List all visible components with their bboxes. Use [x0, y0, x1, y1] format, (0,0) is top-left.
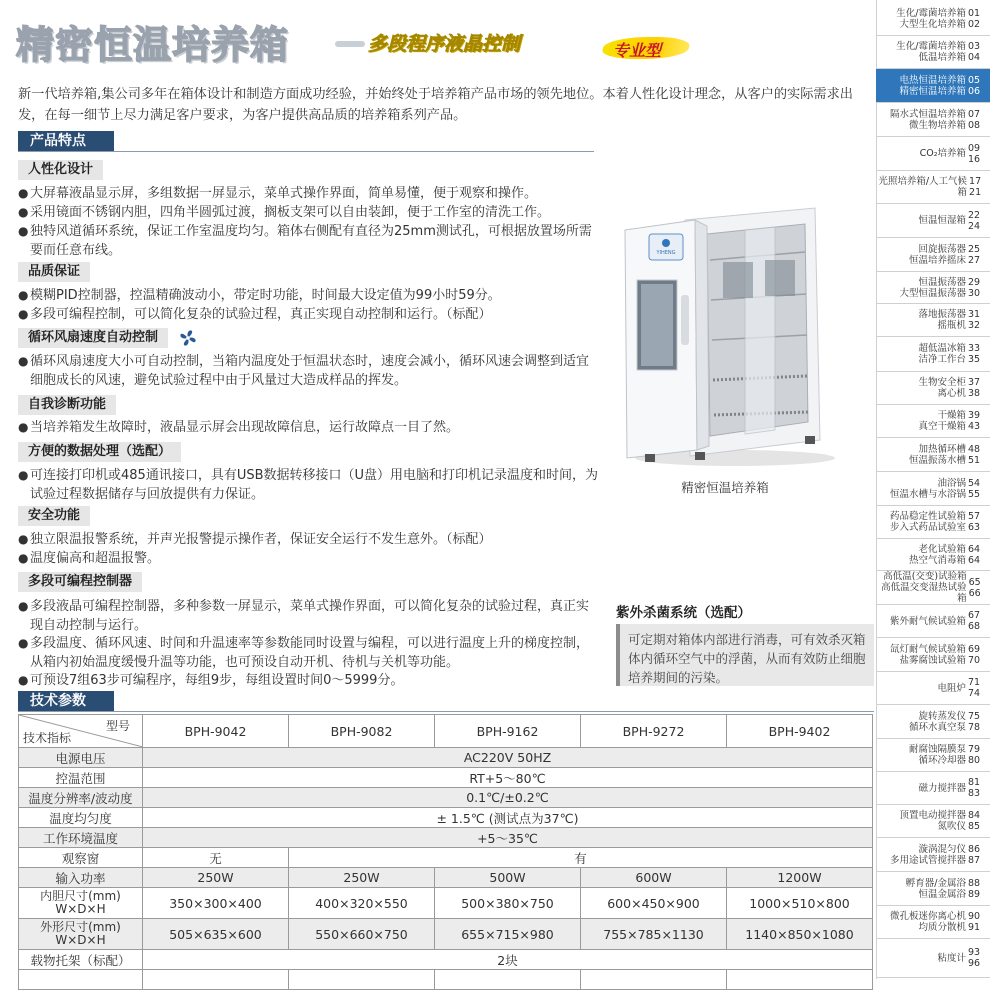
- nav-item-pages: 07 08: [968, 108, 981, 131]
- nav-item-label: 紫外耐气候试验箱: [889, 615, 966, 627]
- row-label: 温度分辨率/波动度: [19, 788, 143, 808]
- nav-item[interactable]: [876, 3, 990, 35]
- row-value: RT+5～80℃: [143, 768, 873, 788]
- nav-item-pages: 84 85: [968, 810, 981, 832]
- row-value: 1140×850×1080: [727, 919, 873, 950]
- nav-item-label: 恒温恒湿箱: [918, 215, 966, 226]
- row-value: 400×320×550: [289, 888, 435, 919]
- feature-bullet: ● 循环风扇速度大小可自动控制，当箱内温度处于恒温状态时，速度会减小，循环风速会调整到适宜细胞成长的风速，避免试验过程中由于风量过大造成样品的挥发。: [18, 354, 590, 388]
- row-value: 655×715×980: [435, 919, 581, 950]
- pro-badge: [603, 33, 691, 61]
- feature-group-title: 品质保证: [18, 262, 90, 282]
- section-specs-line: [18, 711, 874, 712]
- nav-item-label: 加热循环槽 恒温振荡水槽: [908, 443, 966, 466]
- nav-item-label: 回旋振荡器 恒温培养摇床: [908, 243, 966, 266]
- nav-item[interactable]: [876, 405, 990, 437]
- model-header: BPH-9272: [581, 715, 727, 748]
- row-label: 外形尺寸(mm) W×D×H: [19, 919, 143, 950]
- model-header: BPH-9042: [143, 715, 289, 748]
- feature-bullet: ● 多段温度、循环风速、时间和升温速率等参数能同时设置与编程，可以进行温度上升的梯度控制，从箱内初始温度缓慢升温等功能，也可预设自动开机、待机与关机等功能。: [18, 636, 590, 670]
- feature-bullet: ● 当培养箱发生故障时，液晶显示屏会出现故障信息，运行故障点一目了然。: [18, 420, 460, 435]
- feature-group-title: 人性化设计: [18, 160, 103, 180]
- feature-bullet: ● 可连接打印机或485通讯接口，具有USB数据转移接口（U盘）用电脑和打印机记录温度和时间，为试验过程数据储存与回放提供有力保证。: [18, 468, 599, 502]
- nav-item[interactable]: [876, 739, 990, 771]
- page-title: 精密恒温培养箱: [16, 23, 290, 67]
- nav-separator: [876, 977, 990, 978]
- row-value: 500W: [435, 868, 581, 888]
- photo-caption: 精密恒温培养箱: [681, 480, 769, 495]
- table-row: [19, 868, 873, 888]
- nav-item-label: 孵育器/金属浴 恒温金属浴: [905, 877, 966, 900]
- table-row: [19, 919, 873, 950]
- nav-item-label: 高低温(交变)试验箱 高低温交变湿热试验箱: [881, 571, 967, 604]
- feature-bullet: ● 多段可编程控制，可以简化复杂的试验过程，真正实现自动控制和运行。（标配）: [18, 307, 492, 322]
- uv-description: 可定期对箱体内部进行消毒，可有效杀灭箱体内循环空气中的浮菌，从而有效防止细胞培养期间的污染。: [616, 624, 874, 686]
- nav-item-label: 顶置电动搅拌器 氮吹仪: [899, 810, 966, 832]
- nav-item-label: 耐腐蚀隔膜泵 循环冷却器: [908, 744, 966, 766]
- row-value: 1000×510×800: [727, 888, 873, 919]
- feature-bullet: ● 大屏幕液晶显示屏，多组数据一屏显示，菜单式操作界面，简单易懂，便于观察和操作。: [18, 186, 538, 201]
- row-label: 控温范围: [19, 768, 143, 788]
- row-value: ± 1.5℃ (测试点为37℃): [143, 808, 873, 828]
- nav-item[interactable]: [876, 672, 990, 704]
- row-value: 0.1℃/±0.2℃: [143, 788, 873, 808]
- table-header-row: [19, 715, 873, 748]
- nav-item-label: 微孔板迷你离心机 均质分散机: [889, 911, 966, 933]
- feature-bullet: ● 独立限温报警系统，并声光报警提示操作者，保证安全运行不发生意外。（标配）: [18, 532, 492, 547]
- row-value: 550×660×750: [289, 919, 435, 950]
- row-value: 600×450×900: [581, 888, 727, 919]
- nav-item-pages: 65 66: [968, 576, 981, 599]
- row-label: 温度均匀度: [19, 808, 143, 828]
- feature-group-title: 多段可编程控制器: [18, 572, 142, 592]
- row-label: 输入功率: [19, 868, 143, 888]
- nav-item-pages: 79 80: [968, 744, 981, 766]
- row-value: 250W: [289, 868, 435, 888]
- spec-table: [18, 714, 873, 990]
- row-value: 无: [143, 848, 289, 868]
- table-row: [19, 768, 873, 788]
- nav-item[interactable]: [876, 137, 990, 170]
- table-row: [19, 970, 873, 990]
- nav-item-pages: 64 64: [968, 543, 981, 566]
- photo-brand: YIHENG: [656, 250, 676, 256]
- row-label: 观察窗: [19, 848, 143, 868]
- nav-item[interactable]: [876, 872, 990, 905]
- row-value: 350×300×400: [143, 888, 289, 919]
- table-row: [19, 828, 873, 848]
- feature-group-title: 循环风扇速度自动控制: [18, 328, 168, 348]
- section-features-title: 产品特点: [18, 131, 114, 151]
- nav-item[interactable]: [876, 304, 990, 336]
- row-value: AC220V 50HZ: [143, 748, 873, 768]
- nav-item-pages: 17 21: [969, 176, 982, 198]
- row-value: +5～35℃: [143, 828, 873, 848]
- nav-item-pages: 22 24: [968, 209, 981, 232]
- feature-bullet: ● 温度偏高和超温报警。: [18, 551, 161, 566]
- nav-item-label: 光照培养箱/人工气候箱: [878, 176, 968, 198]
- nav-item-label: 磁力搅拌器: [918, 782, 966, 794]
- table-row: [19, 808, 873, 828]
- table-corner-cell: [19, 715, 143, 748]
- nav-item[interactable]: [876, 69, 990, 102]
- nav-item-label: 药品稳定性试验箱 步入式药品试验室: [889, 511, 966, 533]
- nav-item-pages: 29 30: [968, 276, 981, 299]
- nav-item-label: 超低温冰箱 洁净工作台: [918, 343, 966, 365]
- nav-item-pages: 81 83: [968, 777, 981, 799]
- nav-item-pages: 48 51: [968, 443, 981, 466]
- nav-item[interactable]: [876, 238, 990, 271]
- fan-icon: [178, 328, 198, 348]
- section-specs-title: 技术参数: [18, 691, 114, 711]
- nav-item-pages: 54 55: [968, 477, 981, 500]
- nav-item[interactable]: [876, 838, 990, 871]
- table-row: [19, 888, 873, 919]
- nav-item[interactable]: [876, 772, 990, 804]
- feature-group-title: 方便的数据处理（选配）: [18, 442, 181, 462]
- nav-item[interactable]: [876, 638, 990, 671]
- row-label: 内胆尺寸(mm) W×D×H: [19, 888, 143, 919]
- row-value: 505×635×600: [143, 919, 289, 950]
- feature-bullet: ● 独特风道循环系统，保证工作室温度均匀。箱体右侧配有直径为25mm测试孔，可根据放置场所需要而任意布线。: [18, 224, 592, 258]
- nav-item[interactable]: [876, 103, 990, 136]
- row-value: 500×380×750: [435, 888, 581, 919]
- section-features-line: [18, 151, 594, 152]
- nav-item-label: 老化试验箱 热空气消毒箱: [908, 543, 966, 566]
- table-row: [19, 950, 873, 970]
- nav-item-pages: 33 35: [968, 343, 981, 365]
- feature-bullet: ● 模糊PID控制器，控温精确波动小，带定时功能，时间最大设定值为99小时59分。: [18, 288, 501, 303]
- nav-item-label: 油浴锅 恒温水槽与水浴锅: [889, 477, 966, 500]
- table-row: [19, 848, 873, 868]
- nav-item[interactable]: [876, 204, 990, 237]
- row-value: 600W: [581, 868, 727, 888]
- nav-item[interactable]: [876, 171, 990, 203]
- nav-item-label: 漩涡混匀仪 多用途试管搅拌器: [889, 843, 966, 866]
- intro-paragraph: 新一代培养箱,集公司多年在箱体设计和制造方面成功经验，并始终处于培养箱产品市场的领先地位。本着人性化设计理念，从客户的实际需求出发，在每一细节上尽力满足客户要求，为客户提供高品质的培养箱系列产品。: [18, 87, 853, 123]
- model-header: BPH-9082: [289, 715, 435, 748]
- feature-group-title: 安全功能: [18, 506, 90, 526]
- corner-top-label: 型号: [105, 719, 130, 733]
- row-label: 工作环境温度: [19, 828, 143, 848]
- row-value: 有: [289, 848, 873, 868]
- nav-item-label: 旋转蒸发仪 循环水真空泵: [908, 710, 966, 733]
- row-value: 1200W: [727, 868, 873, 888]
- corner-bottom-label: 技术指标: [23, 731, 72, 745]
- nav-item-pages: 90 91: [968, 911, 981, 933]
- incubator-photo: [615, 200, 855, 470]
- model-header: BPH-9162: [435, 715, 581, 748]
- row-label: 电源电压: [19, 748, 143, 768]
- nav-item[interactable]: [876, 705, 990, 738]
- nav-item-pages: 25 27: [968, 243, 981, 266]
- nav-item-pages: 88 89: [968, 877, 981, 900]
- nav-item[interactable]: [876, 472, 990, 505]
- nav-item[interactable]: [876, 906, 990, 938]
- nav-item-pages: 93 96: [968, 947, 981, 969]
- nav-item[interactable]: [876, 571, 990, 604]
- nav-item-pages: 86 87: [968, 843, 981, 866]
- nav-item-pages: 69 70: [968, 643, 981, 666]
- nav-item-label: 干燥箱 真空干燥箱: [918, 410, 966, 432]
- feature-bullet: ● 多段液晶可编程控制器，多种参数一屏显示，菜单式操作界面，可以简化复杂的试验过程，真正实现自动控制与运行。: [18, 599, 590, 633]
- nav-item[interactable]: [876, 36, 990, 68]
- nav-item-pages: 01 02: [968, 8, 981, 30]
- nav-item-label: 生化/霉菌培养箱 低温培养箱: [896, 41, 966, 63]
- row-value: 755×785×1130: [581, 919, 727, 950]
- table-row: [19, 748, 873, 768]
- row-value: 2块: [143, 950, 873, 970]
- nav-item-pages: 57 63: [968, 511, 981, 533]
- pro-badge-label: 专业型: [613, 41, 662, 60]
- nav-item-label: 生物安全柜 离心机: [918, 377, 966, 399]
- row-label: 载物托架（标配）: [19, 950, 143, 970]
- nav-item[interactable]: [876, 605, 990, 637]
- nav-item-pages: 05 06: [968, 74, 981, 97]
- category-nav: [876, 0, 990, 979]
- feature-bullet: ● 可预设7组63步可编程序，每组9步，每组设置时间0～5999分。: [18, 673, 404, 688]
- nav-item-label: 粘度计: [937, 952, 966, 964]
- nav-item-label: CO₂培养箱: [919, 148, 966, 159]
- nav-item-pages: 67 68: [968, 610, 981, 632]
- table-row: [19, 788, 873, 808]
- page-subtitle: 多段程序液晶控制: [368, 33, 521, 55]
- nav-item[interactable]: [876, 539, 990, 570]
- uv-title: 紫外杀菌系统（选配）: [616, 605, 751, 621]
- feature-bullet: ● 采用镜面不锈钢内胆，四角半圆弧过渡，搁板支架可以自由装卸，便于工作室的清洗工作。: [18, 205, 551, 220]
- title-dash: [335, 41, 365, 47]
- nav-item-label: 落地振荡器 摇瓶机: [918, 309, 966, 331]
- nav-item[interactable]: [876, 372, 990, 404]
- nav-item-label: 电阻炉: [937, 682, 966, 694]
- nav-item-label: 电热恒温培养箱 精密恒温培养箱: [899, 74, 966, 97]
- nav-item-label: 恒温振荡器 大型恒温振荡器: [899, 276, 966, 299]
- nav-item[interactable]: [876, 506, 990, 538]
- nav-item[interactable]: [876, 337, 990, 371]
- row-value: 250W: [143, 868, 289, 888]
- nav-item[interactable]: [876, 805, 990, 837]
- nav-item-pages: 37 38: [968, 377, 981, 399]
- nav-item-pages: 03 04: [968, 41, 981, 63]
- nav-item-pages: 75 78: [968, 710, 981, 733]
- nav-item-pages: 71 74: [968, 677, 981, 699]
- nav-item[interactable]: [876, 272, 990, 303]
- model-header: BPH-9402: [727, 715, 873, 748]
- nav-item[interactable]: [876, 438, 990, 471]
- nav-item-label: 氙灯耐气候试验箱 盐雾腐蚀试验箱: [889, 643, 966, 666]
- nav-item-pages: 31 32: [968, 309, 981, 331]
- nav-item[interactable]: [876, 939, 990, 977]
- feature-group-title: 自我诊断功能: [18, 395, 116, 415]
- nav-item-label: 生化/霉菌培养箱 大型生化培养箱: [896, 8, 966, 30]
- nav-item-pages: 39 43: [968, 410, 981, 432]
- nav-item-label: 隔水式恒温培养箱 微生物培养箱: [889, 108, 966, 131]
- nav-item-pages: 09 16: [968, 142, 981, 165]
